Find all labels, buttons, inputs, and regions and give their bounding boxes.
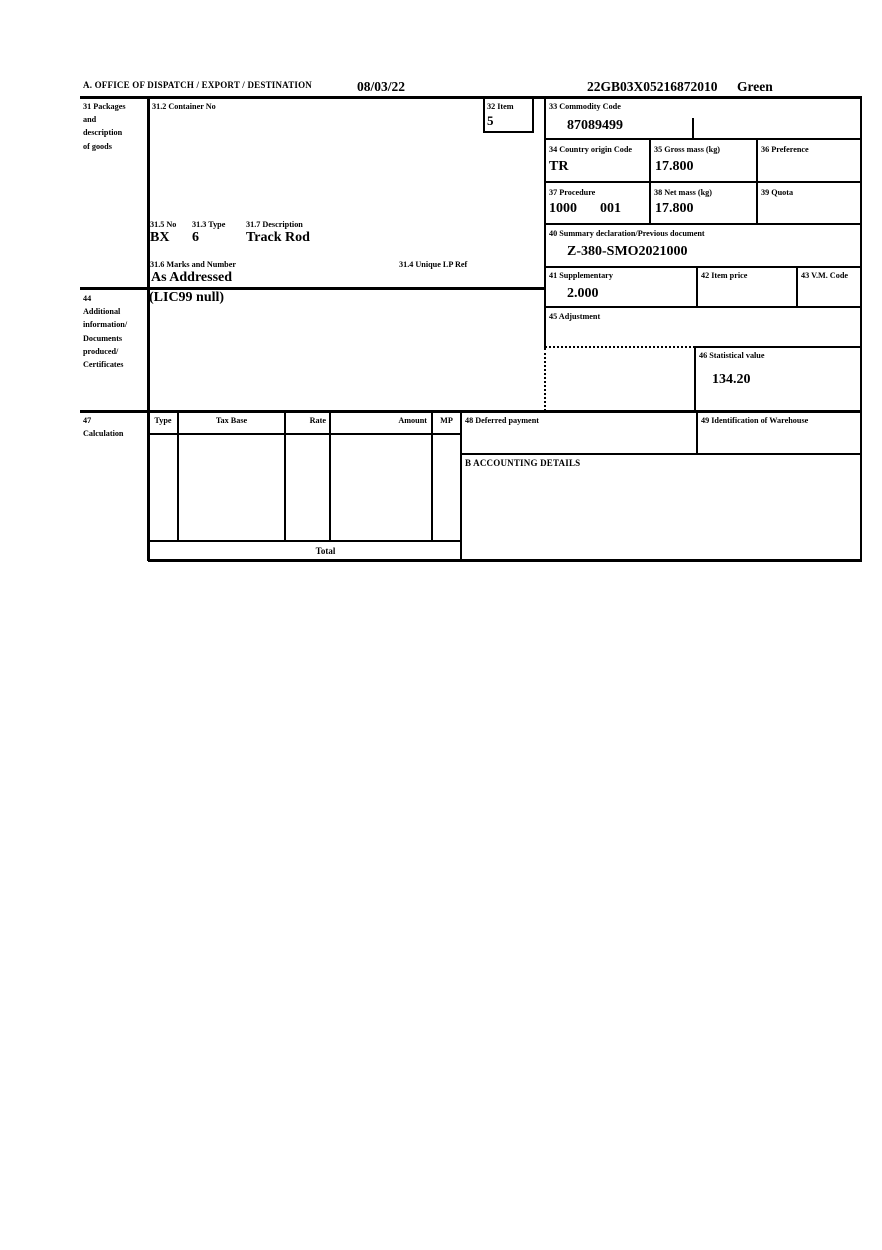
- box37-procedure-value-2: 001: [600, 201, 621, 216]
- box47-label-line: 47: [83, 416, 92, 425]
- calc-header-amount: Amount: [398, 416, 427, 425]
- box35-gross-mass-value: 17.800: [655, 159, 694, 174]
- form-line: [695, 346, 862, 348]
- box31-label-line: 31 Packages: [83, 102, 126, 111]
- accounting-details-label: B ACCOUNTING DETAILS: [465, 458, 581, 468]
- form-line: [431, 410, 433, 541]
- box41-supplementary-label: 41 Supplementary: [549, 271, 613, 280]
- form-line: [649, 138, 651, 225]
- form-line: [532, 96, 534, 133]
- form-line: [545, 138, 862, 140]
- box31-label-line: and: [83, 115, 97, 125]
- form-line: [796, 266, 798, 308]
- form-line: [177, 410, 179, 541]
- form-line: [696, 266, 698, 308]
- box31-6-marks-label: 31.6 Marks and Number: [150, 260, 236, 269]
- form-line: [756, 138, 758, 225]
- form-line: [545, 306, 862, 308]
- calc-header-mp: MP: [440, 416, 453, 425]
- box45-adjustment-label: 45 Adjustment: [549, 312, 601, 321]
- form-line: [461, 453, 862, 455]
- box31-5-no-value: BX: [150, 230, 170, 245]
- box38-net-mass-label: 38 Net mass (kg): [654, 188, 712, 197]
- form-line-top: [80, 96, 862, 99]
- box35-gross-mass-label: 35 Gross mass (kg): [654, 145, 721, 154]
- box36-preference-label: 36 Preference: [761, 145, 809, 154]
- box31-2-container-label: 31.2 Container No: [152, 102, 216, 111]
- form-line: [148, 433, 462, 435]
- calc-total-label: Total: [315, 546, 336, 556]
- form-line: [545, 223, 862, 225]
- box34-country-value: TR: [549, 159, 569, 174]
- form-line: [694, 346, 696, 411]
- box40-summary-declaration-label: 40 Summary declaration/Previous document: [549, 229, 705, 238]
- calc-header-rate: Rate: [309, 416, 326, 425]
- form-line: [483, 131, 534, 133]
- form-line: [545, 181, 862, 183]
- box31-7-description-value: Track Rod: [246, 230, 310, 245]
- box32-item-value: 5: [487, 113, 494, 128]
- box31-packages-label: [83, 100, 126, 153]
- box44-label-line: produced/: [83, 346, 119, 356]
- box49-warehouse-label: 49 Identification of Warehouse: [701, 416, 809, 425]
- form-line: [545, 266, 862, 268]
- box44-additional-info-value: (LIC99 null): [149, 290, 225, 305]
- form-line: [544, 96, 546, 348]
- box33-commodity-value: 87089499: [567, 118, 623, 133]
- box31-5-no-label: 31.5 No: [150, 220, 177, 229]
- box48-deferred-payment-label: 48 Deferred payment: [465, 416, 539, 425]
- box31-label-line: of goods: [83, 141, 112, 151]
- routing-status: Green: [737, 79, 773, 94]
- form-line: [460, 410, 462, 561]
- dotted-line: [545, 346, 695, 348]
- form-line: [696, 410, 698, 454]
- box44-label-line: Additional: [83, 307, 121, 317]
- box31-label-line: description: [83, 128, 123, 138]
- form-line-right: [860, 96, 862, 561]
- dotted-line: [544, 348, 546, 411]
- form-line: [80, 410, 862, 413]
- box46-statistical-value-label: 46 Statistical value: [699, 351, 765, 360]
- movement-reference-number: 22GB03X05216872010: [587, 79, 718, 94]
- box34-country-label: 34 Country origin Code: [549, 145, 633, 154]
- box43-vm-code-label: 43 V.M. Code: [801, 271, 849, 280]
- box44-label-line: 44: [83, 294, 92, 303]
- form-line: [147, 96, 150, 561]
- form-line: [329, 410, 331, 541]
- box39-quota-label: 39 Quota: [761, 188, 794, 197]
- calc-header-tax-base: Tax Base: [215, 416, 248, 425]
- box31-4-lp-ref-label: 31.4 Unique LP Ref: [399, 260, 468, 269]
- box37-procedure-value-1: 1000: [549, 201, 577, 216]
- box46-statistical-value: 134.20: [712, 372, 751, 387]
- form-line: [483, 96, 485, 133]
- box33-commodity-label: 33 Commodity Code: [549, 102, 621, 111]
- box31-3-type-value: 6: [192, 230, 199, 245]
- form-line: [148, 540, 462, 542]
- box32-item-label: 32 Item: [487, 102, 514, 111]
- box31-3-type-label: 31.3 Type: [192, 220, 226, 229]
- form-line-bottom: [148, 559, 862, 562]
- box47-calculation-label: [83, 414, 124, 440]
- box47-label-line: Calculation: [83, 429, 124, 439]
- office-of-dispatch-header: A. OFFICE OF DISPATCH / EXPORT / DESTINATION: [83, 80, 313, 90]
- box42-item-price-label: 42 Item price: [701, 271, 748, 280]
- form-line: [692, 118, 694, 139]
- form-line: [284, 410, 286, 541]
- box44-additional-info-label: [83, 292, 127, 371]
- calc-header-type: Type: [154, 416, 172, 425]
- box44-label-line: Certificates: [83, 360, 124, 370]
- box40-summary-declaration-value: Z-380-SMO2021000: [567, 244, 688, 259]
- box44-label-line: information/: [83, 320, 128, 330]
- box44-label-line: Documents: [83, 333, 123, 343]
- box37-procedure-label: 37 Procedure: [549, 188, 596, 197]
- box31-7-description-label: 31.7 Description: [246, 220, 303, 229]
- declaration-date: 08/03/22: [357, 79, 406, 94]
- box31-6-marks-value: As Addressed: [151, 270, 233, 285]
- box38-net-mass-value: 17.800: [655, 201, 694, 216]
- box41-supplementary-value: 2.000: [567, 286, 599, 301]
